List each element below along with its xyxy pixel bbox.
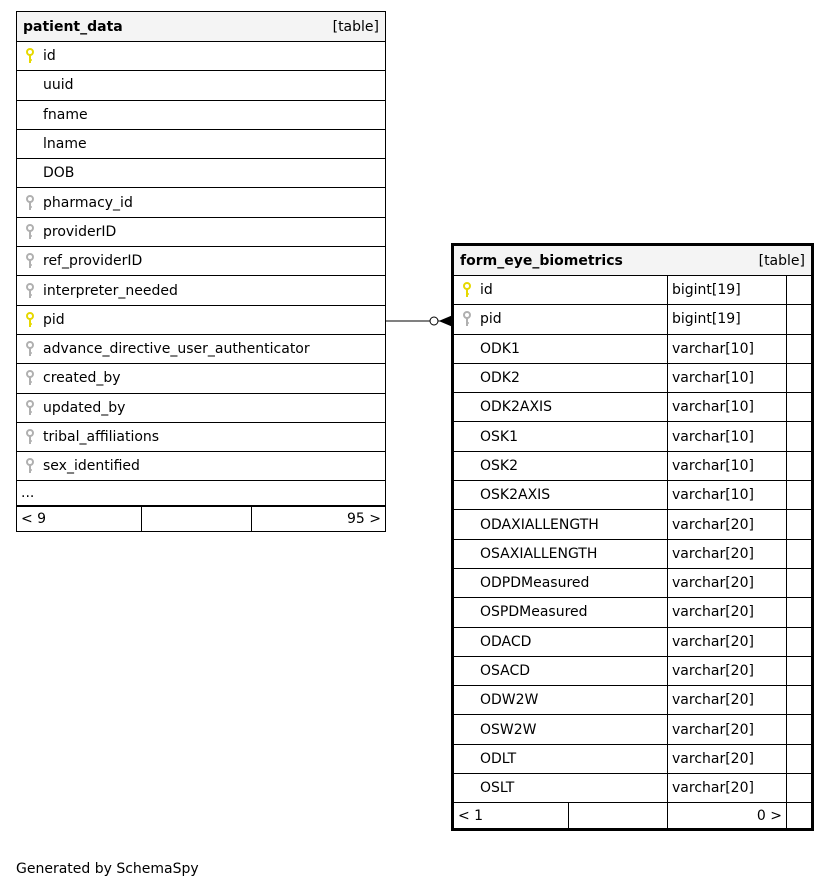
column-row[interactable] xyxy=(454,628,811,657)
column-extra xyxy=(787,628,811,656)
column-row[interactable] xyxy=(454,657,811,686)
column-type: varchar[20] xyxy=(668,510,787,538)
column-row[interactable] xyxy=(17,130,385,159)
column-type: varchar[10] xyxy=(668,452,787,480)
column-extra xyxy=(787,774,811,802)
column-name: fname xyxy=(43,106,88,123)
column-extra xyxy=(787,393,811,421)
column-extra xyxy=(787,657,811,685)
column-row[interactable] xyxy=(17,423,385,452)
children-count: 0 > xyxy=(668,803,787,828)
column-row[interactable] xyxy=(454,422,811,451)
column-list xyxy=(454,276,811,803)
column-list xyxy=(17,42,385,481)
table-footer xyxy=(454,803,811,828)
column-row[interactable] xyxy=(17,364,385,393)
column-extra xyxy=(787,540,811,568)
form-eye-biometrics-table[interactable] xyxy=(451,243,814,831)
column-name: OSK2 xyxy=(480,457,518,474)
column-row[interactable] xyxy=(17,101,385,130)
column-row[interactable] xyxy=(454,276,811,305)
column-extra xyxy=(787,305,811,333)
primary-key-icon xyxy=(454,282,480,298)
column-row[interactable] xyxy=(17,394,385,423)
column-name: tribal_affiliations xyxy=(43,429,160,445)
column-name: created_by xyxy=(43,370,121,387)
column-type: varchar[20] xyxy=(668,628,787,656)
more-columns: ... xyxy=(17,481,385,506)
column-name: ODW2W xyxy=(480,692,539,709)
column-row[interactable] xyxy=(17,71,385,100)
column-row[interactable] xyxy=(454,335,811,364)
column-name: OSW2W xyxy=(480,721,537,738)
foreign-key-icon xyxy=(17,458,43,474)
column-row[interactable] xyxy=(17,276,385,305)
column-type: varchar[20] xyxy=(668,657,787,685)
column-row[interactable] xyxy=(454,774,811,803)
column-row[interactable] xyxy=(454,540,811,569)
parents-count: < 1 xyxy=(454,803,569,828)
foreign-key-icon xyxy=(17,195,43,211)
column-extra xyxy=(787,481,811,509)
column-type: varchar[20] xyxy=(668,715,787,743)
column-row[interactable] xyxy=(454,364,811,393)
column-name: DOB xyxy=(43,165,75,182)
column-extra xyxy=(787,452,811,480)
column-extra xyxy=(787,569,811,597)
column-type: varchar[10] xyxy=(668,335,787,363)
column-name: ODK2AXIS xyxy=(480,399,553,416)
column-name: pid xyxy=(480,311,502,328)
column-name: ODK1 xyxy=(480,340,520,357)
caption: Generated by SchemaSpy xyxy=(16,861,199,877)
column-name: advance_directive_user_authenticator xyxy=(43,341,310,358)
parents-count: < 9 xyxy=(17,507,142,531)
column-name: id xyxy=(480,282,493,299)
column-name: OSPDMeasured xyxy=(480,604,588,621)
column-name: ODAXIALLENGTH xyxy=(480,516,599,533)
column-name: OSLT xyxy=(480,780,515,797)
column-name: OSACD xyxy=(480,663,531,679)
column-row[interactable] xyxy=(17,452,385,481)
column-type: varchar[10] xyxy=(668,364,787,392)
zero-cardinality-mark xyxy=(430,317,438,325)
footer-spacer xyxy=(569,803,668,828)
column-type: varchar[20] xyxy=(668,686,787,714)
column-name: pharmacy_id xyxy=(43,194,133,211)
footer-spacer xyxy=(142,507,252,531)
column-name: sex_identified xyxy=(43,458,140,475)
column-type: varchar[10] xyxy=(668,422,787,450)
column-name: providerID xyxy=(43,223,117,240)
column-name: ref_providerID xyxy=(43,253,143,270)
column-type: bigint[19] xyxy=(668,276,787,304)
table-name[interactable]: patient_data xyxy=(23,18,123,35)
column-type: varchar[20] xyxy=(668,598,787,626)
column-type: varchar[10] xyxy=(668,481,787,509)
column-type: varchar[20] xyxy=(668,745,787,773)
column-extra xyxy=(787,686,811,714)
foreign-key-icon xyxy=(17,224,43,240)
table-name[interactable]: form_eye_biometrics xyxy=(460,252,623,269)
column-row[interactable] xyxy=(454,305,811,334)
column-row[interactable] xyxy=(17,335,385,364)
column-row[interactable] xyxy=(17,42,385,71)
column-row[interactable] xyxy=(454,715,811,744)
column-name: updated_by xyxy=(43,399,126,416)
table-header xyxy=(454,246,811,276)
column-type: varchar[10] xyxy=(668,393,787,421)
column-row[interactable] xyxy=(454,510,811,539)
column-extra xyxy=(787,510,811,538)
foreign-key-icon xyxy=(17,253,43,269)
patient-data-table[interactable] xyxy=(16,11,386,532)
column-row[interactable] xyxy=(454,745,811,774)
foreign-key-icon xyxy=(17,429,43,445)
column-name: interpreter_needed xyxy=(43,282,178,299)
column-row[interactable] xyxy=(454,452,811,481)
column-row[interactable] xyxy=(17,247,385,276)
column-name: uuid xyxy=(43,77,74,94)
column-type: varchar[20] xyxy=(668,540,787,568)
foreign-key-icon xyxy=(17,370,43,386)
column-extra xyxy=(787,335,811,363)
foreign-key-icon xyxy=(17,283,43,299)
column-extra xyxy=(787,715,811,743)
column-type: varchar[20] xyxy=(668,774,787,802)
foreign-key-icon xyxy=(17,341,43,357)
column-name: OSK2AXIS xyxy=(480,487,551,504)
table-kind: [table] xyxy=(758,252,805,269)
column-row[interactable] xyxy=(454,569,811,598)
primary-key-icon xyxy=(17,48,43,64)
column-name: lname xyxy=(43,136,87,153)
table-header xyxy=(17,12,385,42)
column-name: ODPDMeasured xyxy=(480,575,590,592)
column-name: OSAXIALLENGTH xyxy=(480,545,598,562)
table-kind: [table] xyxy=(332,18,379,35)
primary-key-icon xyxy=(17,312,43,328)
column-extra xyxy=(787,276,811,304)
foreign-key-icon xyxy=(17,400,43,416)
column-extra xyxy=(787,364,811,392)
column-name: OSK1 xyxy=(480,428,518,445)
foreign-key-icon xyxy=(454,311,480,327)
column-row[interactable] xyxy=(17,218,385,247)
column-row[interactable] xyxy=(454,686,811,715)
column-name: ODLT xyxy=(480,750,517,767)
column-type: bigint[19] xyxy=(668,305,787,333)
column-extra xyxy=(787,745,811,773)
column-name: pid xyxy=(43,311,65,328)
footer-blank xyxy=(787,803,811,828)
column-type: varchar[20] xyxy=(668,569,787,597)
column-row[interactable] xyxy=(17,306,385,335)
column-row[interactable] xyxy=(454,393,811,422)
table-footer xyxy=(17,506,385,531)
column-name: ODACD xyxy=(480,633,532,650)
column-extra xyxy=(787,598,811,626)
children-count: 95 > xyxy=(347,511,381,528)
column-row[interactable] xyxy=(454,481,811,510)
column-name: id xyxy=(43,48,56,65)
column-row[interactable] xyxy=(17,188,385,217)
column-row[interactable] xyxy=(17,159,385,188)
column-extra xyxy=(787,422,811,450)
column-name: ODK2 xyxy=(480,370,520,387)
column-row[interactable] xyxy=(454,598,811,627)
